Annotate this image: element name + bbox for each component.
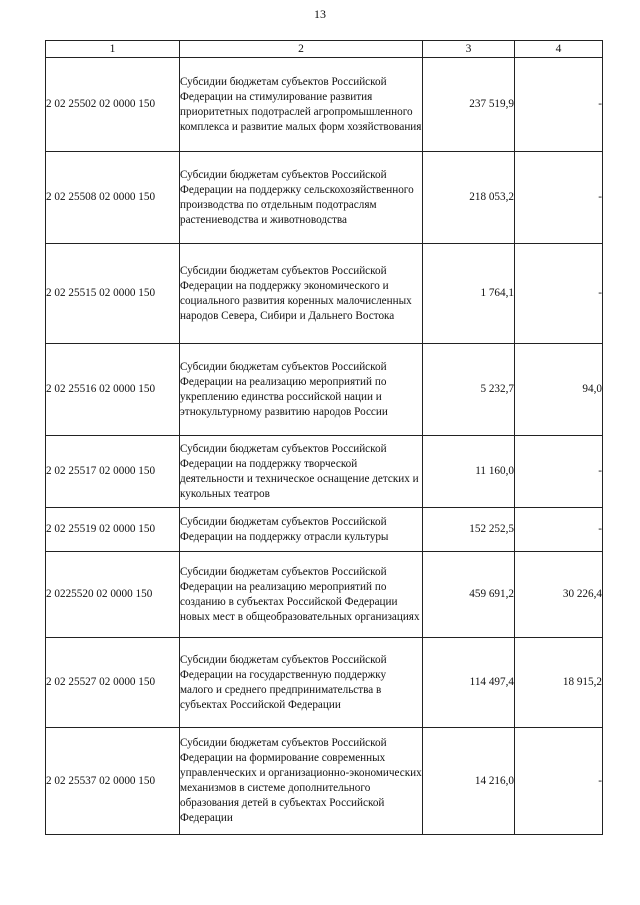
column-header-4: 4 [515,41,603,58]
budget-code-cell: 2 02 25508 02 0000 150 [46,152,180,244]
amount-cell: 459 691,2 [423,552,515,638]
description-cell: Субсидии бюджетам субъектов Российской Федерации на реализацию мероприятий по созданию в субъектах Российской Федерации новых мест в общеобразовательных организациях [180,552,423,638]
extra-amount-cell: - [515,508,603,552]
amount-cell: 237 519,9 [423,58,515,152]
amount-cell: 5 232,7 [423,344,515,436]
extra-amount-cell: 18 915,2 [515,638,603,728]
table-header-row [46,41,603,58]
extra-amount-cell: 30 226,4 [515,552,603,638]
table-row [46,244,603,344]
extra-amount-cell: - [515,728,603,835]
table-row [46,344,603,436]
description-cell: Субсидии бюджетам субъектов Российской Федерации на государственную поддержку малого и среднего предпринимательства в субъектах Российской Федерации [180,638,423,728]
table-row [46,508,603,552]
description-cell: Субсидии бюджетам субъектов Российской Федерации на поддержку экономического и социального развития коренных малочисленных народов Севера, Сибири и Дальнего Востока [180,244,423,344]
column-header-3: 3 [423,41,515,58]
amount-cell: 1 764,1 [423,244,515,344]
extra-amount-cell: - [515,244,603,344]
table-row [46,638,603,728]
extra-amount-cell: - [515,152,603,244]
table-row [46,152,603,244]
budget-code-cell: 2 0225520 02 0000 150 [46,552,180,638]
amount-cell: 11 160,0 [423,436,515,508]
page-number: 13 [314,7,326,21]
description-cell: Субсидии бюджетам субъектов Российской Федерации на поддержку творческой деятельности и техническое оснащение детских и кукольных театров [180,436,423,508]
extra-amount-cell: 94,0 [515,344,603,436]
description-cell: Субсидии бюджетам субъектов Российской Федерации на поддержку сельскохозяйственного производства по отдельным подотраслям растениеводства и животноводства [180,152,423,244]
budget-code-cell: 2 02 25527 02 0000 150 [46,638,180,728]
budget-code-cell: 2 02 25516 02 0000 150 [46,344,180,436]
extra-amount-cell: - [515,58,603,152]
description-cell: Субсидии бюджетам субъектов Российской Федерации на формирование современных управленческих и организационно-экономических механизмов в системе дополнительного образования детей в субъектах Российской Федерации [180,728,423,835]
budget-code-cell: 2 02 25515 02 0000 150 [46,244,180,344]
description-cell: Субсидии бюджетам субъектов Российской Федерации на реализацию мероприятий по укреплению единства российской нации и этнокультурному развитию народов России [180,344,423,436]
column-header-1: 1 [46,41,180,58]
table-row [46,552,603,638]
budget-code-cell: 2 02 25519 02 0000 150 [46,508,180,552]
table-row [46,728,603,835]
budget-code-cell: 2 02 25502 02 0000 150 [46,58,180,152]
budget-code-cell: 2 02 25517 02 0000 150 [46,436,180,508]
description-cell: Субсидии бюджетам субъектов Российской Федерации на поддержку отрасли культуры [180,508,423,552]
budget-code-cell: 2 02 25537 02 0000 150 [46,728,180,835]
amount-cell: 14 216,0 [423,728,515,835]
extra-amount-cell: - [515,436,603,508]
amount-cell: 152 252,5 [423,508,515,552]
budget-table [45,40,603,835]
amount-cell: 218 053,2 [423,152,515,244]
description-cell: Субсидии бюджетам субъектов Российской Федерации на стимулирование развития приоритетных подотраслей агропромышленного комплекса и развитие малых форм хозяйствования [180,58,423,152]
table-row [46,58,603,152]
amount-cell: 114 497,4 [423,638,515,728]
table-row [46,436,603,508]
column-header-2: 2 [180,41,423,58]
